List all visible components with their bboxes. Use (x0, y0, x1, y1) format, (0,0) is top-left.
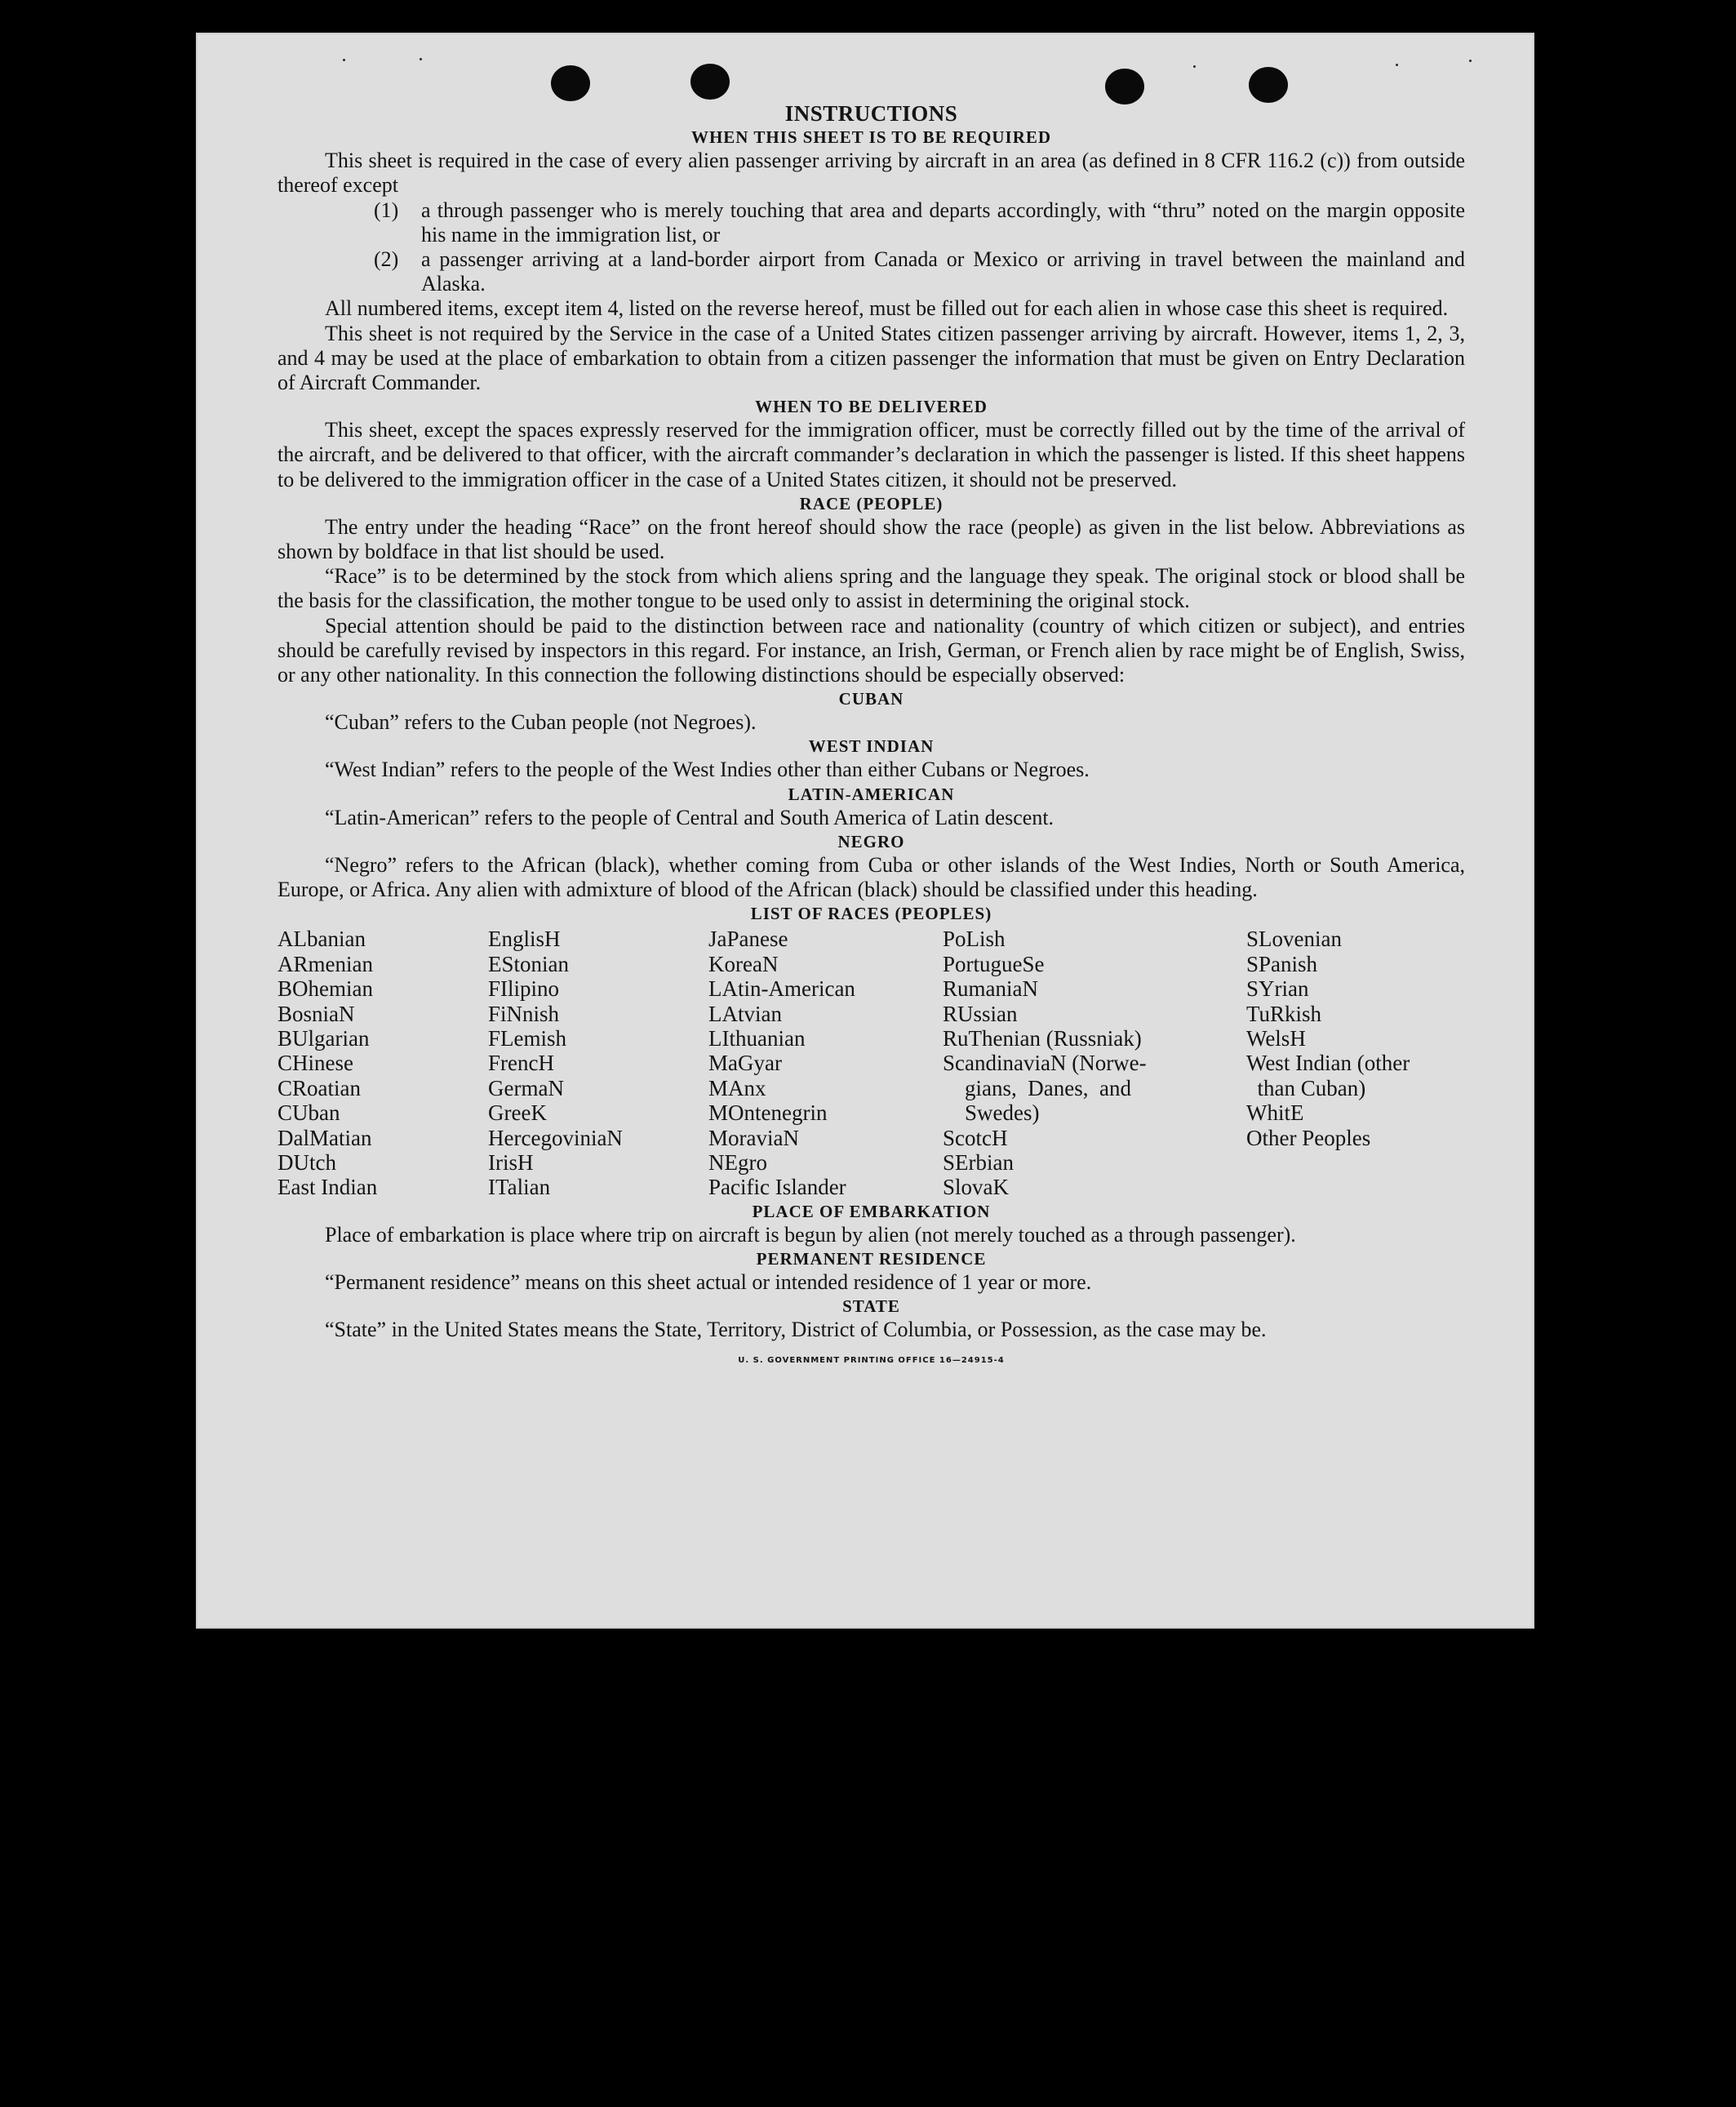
race-entry: SlovaK (943, 1175, 1009, 1200)
definition: “Permanent residence” means on this sheet actual or intended residence of 1 year or more. (325, 1269, 1092, 1294)
section-heading: LATIN-AMERICAN (788, 784, 955, 804)
race-entry: FIlipino (488, 976, 560, 1002)
race-entry: ITalian (488, 1175, 551, 1200)
list-item (277, 247, 1465, 296)
race-entry: MAnx (708, 1075, 766, 1100)
race-entry: ScotcH (943, 1125, 1008, 1150)
race-entry: RuThenian (Russniak) (943, 1025, 1142, 1051)
race-entry: RUssian (943, 1001, 1018, 1026)
paragraph: All numbered items, except item 4, listed on the reverse hereof, must be filled out for each alien in whose case this sheet is required. (325, 296, 1449, 321)
race-entry: WhitE (1246, 1100, 1304, 1126)
race-entry: LAtvian (708, 1001, 782, 1026)
race-entry: SYrian (1246, 976, 1309, 1002)
race-entry: than Cuban) (1246, 1075, 1366, 1100)
definition: “Cuban” refers to the Cuban people (not Negroes). (325, 710, 757, 735)
race-entry: SErbian (943, 1149, 1014, 1175)
list-item (277, 198, 1465, 247)
race-entry: EStonian (488, 951, 569, 976)
item-number: (2) (374, 247, 399, 272)
race-entry: CRoatian (277, 1075, 361, 1100)
print-speck (343, 59, 345, 61)
race-list (277, 927, 1465, 1199)
printer-imprint: U. S. GOVERNMENT PRINTING OFFICE 16—24915-4 (738, 1356, 1005, 1366)
race-entry: FLemish (488, 1025, 567, 1051)
item-text: a passenger arriving at a land-border airport from Canada or Mexico or arriving in travel between the mainland and Alaska. (421, 247, 1465, 296)
race-entry: PoLish (943, 927, 1006, 952)
race-entry: gians, Danes, and (943, 1075, 1131, 1100)
punch-hole (1249, 67, 1288, 103)
paragraph: This sheet is required in the case of every alien passenger arriving by aircraft in an area (as defined in 8 CFR 116.2 (c)) from outside thereof except (277, 149, 1465, 198)
race-entry: GermaN (488, 1075, 564, 1100)
paragraph: “Race” is to be determined by the stock from which aliens spring and the language they speak. The original stock or blood shall be the basis for the classification, the mother tongue to be used only to assist in determining the original stock. (277, 564, 1465, 613)
race-column (277, 927, 488, 1199)
race-entry: HercegoviniaN (488, 1125, 623, 1150)
race-entry: FiNnish (488, 1001, 560, 1026)
print-speck (1469, 60, 1472, 62)
definition: Place of embarkation is place where trip on aircraft is begun by alien (not merely touched as a through passenger). (325, 1222, 1296, 1247)
race-entry: CHinese (277, 1051, 353, 1076)
section-heading: WEST INDIAN (808, 736, 935, 757)
print-speck (420, 58, 422, 60)
section-heading: WHEN TO BE DELIVERED (755, 397, 988, 417)
race-column (1246, 927, 1465, 1199)
document-sheet (196, 33, 1534, 1629)
punch-hole (1105, 69, 1144, 104)
race-entry: BUlgarian (277, 1025, 370, 1051)
item-number: (1) (374, 198, 399, 222)
race-entry: TuRkish (1246, 1001, 1322, 1026)
paragraph: This sheet, except the spaces expressly reserved for the immigration officer, must be correctly filled out by the time of the arrival of the aircraft, and be delivered to that officer, with the aircraft commander’s declaration in which the passenger is listed. If this sheet happens to be delivered to the immigration officer in the case of a United States citizen, it should not be preserved. (277, 418, 1465, 491)
section-heading: NEGRO (837, 831, 905, 851)
race-entry: FrencH (488, 1051, 554, 1076)
race-entry: LIthuanian (708, 1025, 806, 1051)
race-entry: East Indian (277, 1175, 378, 1200)
race-entry: GreeK (488, 1100, 547, 1126)
print-speck (1396, 64, 1398, 66)
item-text: a through passenger who is merely touching that area and departs accordingly, with “thru” noted on the margin opposite his name in the immigration list, or (421, 198, 1465, 247)
definition: “West Indian” refers to the people of the West Indies other than either Cubans or Negroes. (325, 758, 1090, 782)
race-entry: JaPanese (708, 927, 788, 952)
race-entry: WelsH (1246, 1025, 1306, 1051)
section-heading: PLACE OF EMBARKATION (752, 1201, 991, 1221)
definition: “State” in the United States means the State, Territory, District of Columbia, or Possession, as the case may be. (325, 1318, 1267, 1342)
race-entry: Other Peoples (1246, 1125, 1371, 1150)
race-entry: BOhemian (277, 976, 373, 1002)
race-entry: BosniaN (277, 1001, 355, 1026)
section-heading: CUBAN (838, 689, 904, 709)
race-entry: SLovenian (1246, 927, 1342, 952)
punch-hole (551, 65, 590, 101)
race-entry: KoreaN (708, 951, 779, 976)
race-entry: MOntenegrin (708, 1100, 828, 1126)
race-entry: DalMatian (277, 1125, 372, 1150)
race-entry: SPanish (1246, 951, 1318, 976)
race-entry: MoraviaN (708, 1125, 799, 1150)
race-entry: Pacific Islander (708, 1175, 846, 1200)
definition: “Negro” refers to the African (black), whether coming from Cuba or other islands of the West Indies, North or South America, Europe, or Africa. Any alien with admixture of blood of the African (black) should be classified under this heading. (277, 852, 1465, 902)
race-entry: IrisH (488, 1149, 534, 1175)
paragraph: Special attention should be paid to the distinction between race and nationality (country of which citizen or subject), and entries should be carefully revised by inspectors in this regard. For instance, an Irish, German, or French alien by race might be of English, Swiss, or any other nationality. In this connection the following distinctions should be especially observed: (277, 613, 1465, 687)
race-entry: ALbanian (277, 927, 366, 952)
definition: “Latin-American” refers to the people of Central and South America of Latin descent. (325, 805, 1054, 829)
race-column (708, 927, 943, 1199)
race-entry: Swedes) (943, 1100, 1040, 1126)
race-column (943, 927, 1246, 1199)
race-entry: LAtin-American (708, 976, 855, 1002)
section-heading: LIST OF RACES (PEOPLES) (750, 904, 992, 924)
section-heading: STATE (842, 1296, 900, 1317)
race-column (488, 927, 708, 1199)
section-heading: PERMANENT RESIDENCE (756, 1248, 987, 1269)
race-entry: DUtch (277, 1149, 336, 1175)
race-entry: RumaniaN (943, 976, 1038, 1002)
race-entry: ScandinaviaN (Norwe- (943, 1051, 1147, 1076)
instructions-body (277, 101, 1465, 1374)
race-entry: PortugueSe (943, 951, 1045, 976)
page-title: INSTRUCTIONS (784, 101, 958, 126)
print-speck (1193, 65, 1196, 68)
race-entry: NEgro (708, 1149, 767, 1175)
race-entry: EnglisH (488, 927, 561, 952)
section-heading: RACE (PEOPLE) (799, 493, 943, 513)
punch-hole (690, 64, 730, 100)
section-heading: WHEN THIS SHEET IS TO BE REQUIRED (690, 127, 1052, 148)
race-entry: West Indian (other (1246, 1051, 1410, 1076)
race-entry: MaGyar (708, 1051, 782, 1076)
paragraph: This sheet is not required by the Service in the case of a United States citizen passenger arriving by aircraft. However, items 1, 2, 3, and 4 may be used at the place of embarkation to obtain from a citizen passenger the information that must be given on Entry Declaration of Aircraft Commander. (277, 321, 1465, 395)
paragraph: The entry under the heading “Race” on the front hereof should show the race (people) as given in the list below. Abbreviations as shown by boldface in that list should be used. (277, 514, 1465, 564)
race-entry: CUban (277, 1100, 340, 1126)
race-entry: ARmenian (277, 951, 373, 976)
